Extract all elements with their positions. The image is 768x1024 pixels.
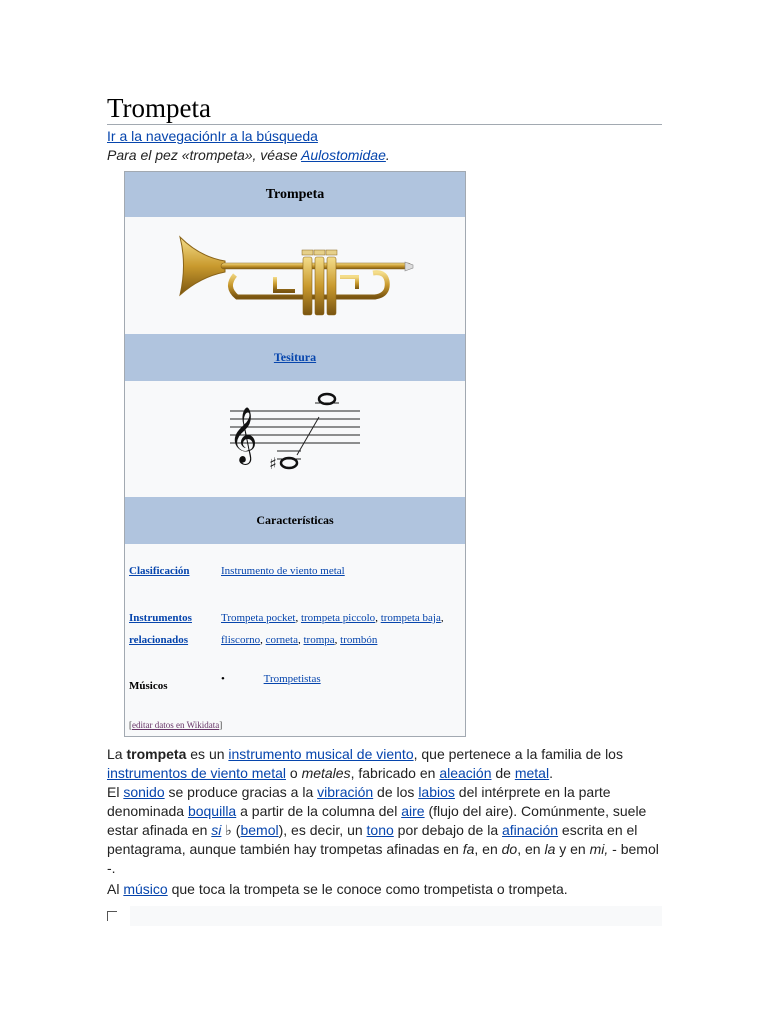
related-link-piccolo[interactable]: trompeta piccolo	[300, 612, 376, 624]
sonido-link[interactable]: sonido	[123, 784, 165, 800]
hatnote: Para el pez «trompeta», véase Aulostomidae.	[107, 147, 390, 163]
instrumentos-viento-metal-link[interactable]: instrumentos de viento metal	[107, 765, 286, 781]
related-link-corneta[interactable]: corneta	[265, 634, 298, 646]
tesitura-header	[125, 334, 465, 381]
related-link-pocket[interactable]: Trompeta pocket	[221, 612, 296, 624]
infobox-title: Trompeta	[125, 172, 465, 217]
tesitura-link[interactable]: Tesitura	[273, 350, 317, 364]
instrumentos-label	[129, 607, 217, 651]
related-link-trombon[interactable]: trombón	[340, 634, 378, 646]
vibracion-link[interactable]: vibración	[317, 784, 374, 800]
aire-link[interactable]: aire	[401, 803, 425, 819]
related-link-trompa[interactable]: trompa	[303, 634, 335, 646]
si-link[interactable]: si	[211, 822, 222, 838]
boquilla-link[interactable]: boquilla	[187, 803, 237, 819]
skip-links	[107, 127, 318, 145]
labios-link[interactable]: labios	[418, 784, 455, 800]
metal-link[interactable]: metal	[514, 765, 550, 781]
instrumentos-label-link[interactable]: Instrumentos	[129, 612, 192, 624]
aulostomidae-link[interactable]: Aulostomidae	[301, 147, 386, 163]
infobox	[124, 171, 466, 737]
relacionados-label-link[interactable]: relacionados	[129, 634, 189, 646]
musical-staff-image[interactable]	[125, 381, 465, 497]
svg-text:♯: ♯	[269, 454, 277, 473]
related-link-baja[interactable]: trompeta baja	[380, 612, 441, 624]
trumpet-image[interactable]	[125, 217, 465, 334]
collapse-toggle-icon[interactable]	[107, 911, 117, 921]
skip-to-search-link[interactable]: Ir a la búsqueda	[217, 128, 318, 144]
caracteristicas-header: Características	[125, 497, 465, 544]
related-instruments: Trompeta pocket, trompeta piccolo, trompeta baja, fliscorno, corneta, trompa, trombón	[221, 612, 444, 646]
related-link-fliscorno[interactable]: fliscorno	[221, 634, 261, 646]
edit-wikidata-link[interactable]: editar datos en Wikidata	[132, 720, 220, 730]
musicos-value	[221, 668, 451, 690]
trompetistas-link[interactable]: Trompetistas	[263, 673, 321, 685]
wikidata-edit: [editar datos en Wikidata]	[129, 720, 223, 730]
svg-text:𝄞: 𝄞	[229, 407, 258, 463]
skip-to-navigation-link[interactable]: Ir a la navegación	[107, 128, 218, 144]
musico-link[interactable]: músico	[123, 881, 168, 897]
collapsed-section-bar[interactable]	[130, 906, 662, 926]
instrumento-musical-link[interactable]: instrumento musical de viento	[228, 746, 414, 762]
tono-link[interactable]: tono	[366, 822, 394, 838]
page-title: Trompeta	[107, 92, 662, 125]
clasificacion-value-link[interactable]: Instrumento de viento metal	[221, 565, 345, 577]
bullet-icon: •	[221, 673, 225, 685]
intro-paragraph: La trompeta es un instrumento musical de viento, que pertenece a la familia de los instrumentos de viento metal o metales, fabricado en aleación de metal. El sonido se produce gracias a la vibración de los labios del intérprete en la parte denominada boquilla a partir de la columna del aire (flujo del aire). Comúnmente, suele estar afinada en si ♭ (bemol), es decir, un tono por debajo de la afinación escrita en el pentagrama, aunque también hay trompetas afinadas en fa, en do, en la y en mi, - bemol -.	[107, 746, 659, 876]
second-paragraph: Al músico que toca la trompeta se le conoce como trompetista o trompeta.	[107, 881, 568, 897]
musicos-label: Músicos	[129, 680, 168, 692]
clasificacion-label-link[interactable]: Clasificación	[129, 565, 190, 577]
bemol-link[interactable]: bemol	[240, 822, 279, 838]
afinacion-link[interactable]: afinación	[502, 822, 559, 838]
aleacion-link[interactable]: aleación	[439, 765, 492, 781]
